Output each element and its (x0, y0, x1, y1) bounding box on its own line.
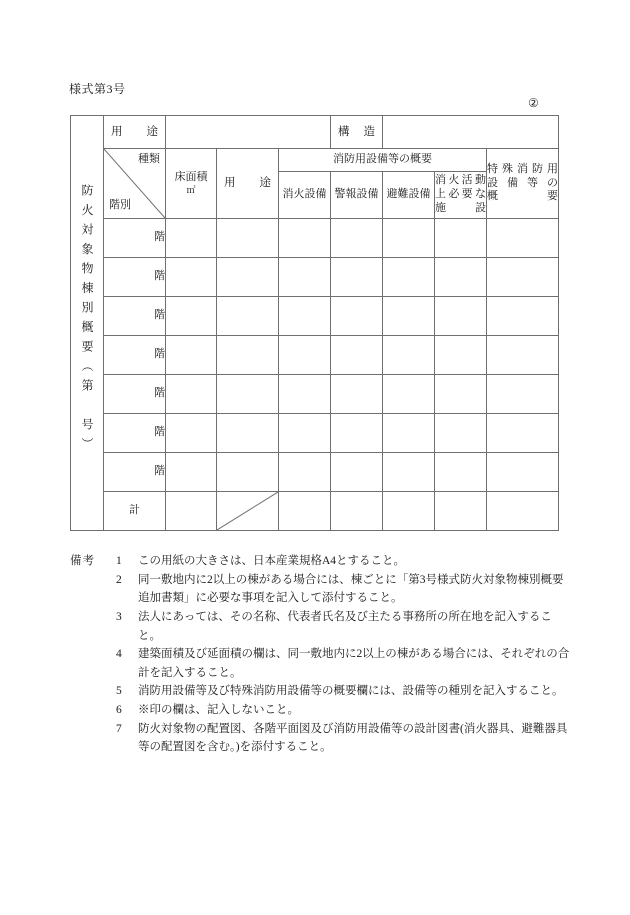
kind-label: 種類 (138, 153, 160, 165)
remark-text: 建築面積及び延面積の欄は、同一敷地内に2以上の棟がある場合には、それぞれの合計を記入すること。 (138, 648, 570, 679)
floor-area-cell[interactable] (166, 414, 217, 453)
special-equipment-line-3: 概要 (487, 190, 559, 203)
building-outline-table (70, 115, 559, 531)
special-equipment-cell[interactable] (487, 219, 559, 258)
alarm-cell[interactable] (331, 336, 383, 375)
fire-equipment-overview-header: 消防用設備等の概要 (279, 149, 487, 172)
floor-area-cell[interactable] (166, 297, 217, 336)
special-equipment-line-1: 特殊消防用 (487, 162, 559, 175)
firefighting-activity-header (435, 172, 487, 219)
evacuation-cell[interactable] (383, 375, 435, 414)
firefighting-activity-line-2: 上必要な (435, 188, 487, 201)
alarm-cell[interactable] (331, 258, 383, 297)
evacuation-cell[interactable] (383, 453, 435, 492)
remark-number: 3 (116, 610, 122, 623)
firefighting-activity-cell[interactable] (435, 375, 487, 414)
remarks-list (116, 552, 570, 757)
special-equipment-cell[interactable] (487, 453, 559, 492)
alarm-cell[interactable] (331, 453, 383, 492)
floor-label: 階 (104, 219, 166, 258)
list-item (116, 682, 570, 701)
floor-label: 階 (104, 258, 166, 297)
use-cell[interactable] (217, 375, 279, 414)
remark-number: 4 (116, 648, 122, 661)
remarks-heading: 備考 (70, 555, 95, 567)
evacuation-cell[interactable] (383, 258, 435, 297)
total-special-equipment-cell[interactable] (487, 492, 559, 531)
special-equipment-overview-header (487, 149, 559, 219)
total-label: 計 (104, 492, 166, 531)
table-row (71, 297, 559, 336)
evacuation-cell[interactable] (383, 414, 435, 453)
table-row (71, 453, 559, 492)
structure-header-cell (331, 116, 383, 149)
remark-number: 1 (116, 555, 122, 567)
special-equipment-cell[interactable] (487, 297, 559, 336)
floor-label: 階 (104, 375, 166, 414)
list-item (116, 571, 570, 608)
floor-area-cell[interactable] (166, 258, 217, 297)
remark-number: 6 (116, 704, 122, 716)
alarm-cell[interactable] (331, 219, 383, 258)
total-evacuation-cell[interactable] (383, 492, 435, 531)
firefighting-activity-cell[interactable] (435, 297, 487, 336)
firefighting-activity-cell[interactable] (435, 453, 487, 492)
special-equipment-cell[interactable] (487, 414, 559, 453)
remark-text: この用紙の大きさは、日本産業規格A4とすること。 (138, 555, 406, 567)
extinguishing-cell[interactable] (279, 336, 331, 375)
extinguishing-cell[interactable] (279, 453, 331, 492)
extinguishing-cell[interactable] (279, 297, 331, 336)
firefighting-activity-line-3: 施 設 (435, 201, 487, 214)
alarm-cell[interactable] (331, 375, 383, 414)
remark-number: 7 (116, 722, 122, 735)
extinguishing-equipment-header: 消火設備 (279, 172, 331, 219)
list-item (116, 701, 570, 720)
firefighting-activity-cell[interactable] (435, 336, 487, 375)
floor-area-cell[interactable] (166, 219, 217, 258)
form-number: 様式第3号 (69, 82, 126, 96)
use-cell[interactable] (217, 414, 279, 453)
evacuation-cell[interactable] (383, 219, 435, 258)
table-row (71, 375, 559, 414)
remark-text: ※印の欄は、記入しないこと。 (138, 704, 299, 716)
use-header-cell (104, 116, 166, 149)
spine-cell (71, 116, 104, 531)
list-item (116, 552, 570, 571)
total-use-cell-struck (217, 492, 279, 531)
use-column-label: 用 途 (224, 177, 271, 190)
use-value-cell[interactable] (166, 116, 331, 149)
alarm-equipment-header: 警報設備 (331, 172, 383, 219)
use-column-header-cell (217, 149, 279, 219)
extinguishing-cell[interactable] (279, 219, 331, 258)
total-row (71, 492, 559, 531)
strikethrough-diagonal-icon (217, 492, 278, 530)
evacuation-cell[interactable] (383, 297, 435, 336)
table-row (71, 414, 559, 453)
special-equipment-cell[interactable] (487, 336, 559, 375)
spine-label: 防火対象物棟別概要（第 号） (80, 184, 94, 458)
use-cell[interactable] (217, 219, 279, 258)
floor-label: 階 (104, 297, 166, 336)
alarm-cell[interactable] (331, 297, 383, 336)
remark-text: 消防用設備等及び特殊消防用設備等の概要欄には、設備等の種別を記入すること。 (138, 685, 564, 698)
firefighting-activity-line-1: 消火活動 (435, 174, 487, 187)
use-cell[interactable] (217, 453, 279, 492)
table-row (71, 219, 559, 258)
floor-type-label: 階別 (109, 199, 131, 212)
extinguishing-cell[interactable] (279, 375, 331, 414)
list-item (116, 645, 570, 682)
use-cell[interactable] (217, 258, 279, 297)
total-firefighting-activity-cell[interactable] (435, 492, 487, 531)
remark-text: 防火対象物の配置図、各階平面図及び消防用設備等の設計図書(消火器具、避難器具等の配置図を含む。)を添付すること。 (138, 722, 568, 754)
floor-label: 階 (104, 414, 166, 453)
floor-area-header-cell (166, 149, 217, 219)
table-row (71, 258, 559, 297)
list-item (116, 608, 570, 645)
remark-text: 同一敷地内に2以上の棟がある場合には、棟ごとに「第3号様式防火対象物棟別概要追加書類」に必要な事項を記入して添付すること。 (138, 573, 564, 605)
evacuation-cell[interactable] (383, 336, 435, 375)
floor-label: 階 (104, 453, 166, 492)
total-alarm-cell[interactable] (331, 492, 383, 531)
special-equipment-line-2: 設備等の (487, 176, 559, 189)
firefighting-activity-cell[interactable] (435, 414, 487, 453)
total-extinguishing-cell[interactable] (279, 492, 331, 531)
header-row-categories (71, 149, 559, 172)
floor-area-cell[interactable] (166, 375, 217, 414)
structure-header-label: 構 造 (338, 125, 376, 138)
firefighting-activity-cell[interactable] (435, 219, 487, 258)
remark-number: 5 (116, 685, 122, 698)
use-header-label: 用 途 (111, 125, 158, 138)
floor-area-cell[interactable] (166, 336, 217, 375)
evacuation-equipment-header: 避難設備 (383, 172, 435, 219)
floor-area-unit: ㎡ (186, 184, 196, 195)
page-mark: ② (528, 96, 539, 110)
kind-floor-diagonal-cell (104, 149, 166, 219)
use-cell[interactable] (217, 297, 279, 336)
header-row-use-structure (71, 116, 559, 149)
remarks-section (70, 552, 570, 757)
special-equipment-cell[interactable] (487, 258, 559, 297)
floor-area-label: 床面積 (174, 171, 208, 183)
extinguishing-cell[interactable] (279, 258, 331, 297)
firefighting-activity-cell[interactable] (435, 258, 487, 297)
total-floor-area-cell[interactable] (166, 492, 217, 531)
use-cell[interactable] (217, 336, 279, 375)
structure-value-cell[interactable] (383, 116, 559, 149)
floor-label: 階 (104, 336, 166, 375)
extinguishing-cell[interactable] (279, 414, 331, 453)
list-item (116, 720, 570, 757)
floor-area-cell[interactable] (166, 453, 217, 492)
alarm-cell[interactable] (331, 414, 383, 453)
special-equipment-cell[interactable] (487, 375, 559, 414)
table-row (71, 336, 559, 375)
remark-text: 法人にあっては、その名称、代表者氏名及び主たる事務所の所在地を記入すること。 (138, 610, 552, 642)
remark-number: 2 (116, 573, 122, 586)
